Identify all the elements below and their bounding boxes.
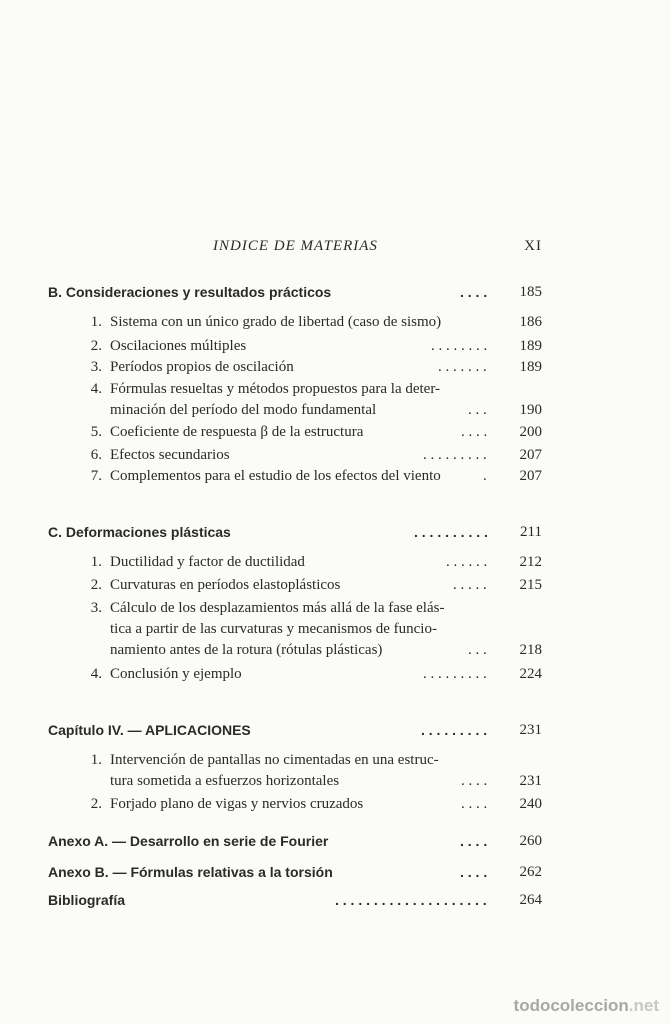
dot-leader: . . . . . . . . . <box>423 447 487 463</box>
entry-title: Coeficiente de respuesta β de la estructura <box>110 424 364 440</box>
toc-entry <box>48 314 542 334</box>
page-number: 231 <box>519 773 542 789</box>
toc-entry <box>48 600 542 620</box>
toc-entry <box>48 468 542 488</box>
dot-leader: . . . . . . . <box>438 359 487 375</box>
page-number: 185 <box>519 284 542 300</box>
entry-title: Curvaturas en períodos elastoplásticos <box>110 577 341 593</box>
page-number: 207 <box>519 468 542 484</box>
dot-leader: . . . . . . . . . . <box>414 524 488 540</box>
toc-entry <box>48 577 542 597</box>
entry-title: B. Consideraciones y resultados prácticos <box>48 284 332 300</box>
dot-leader: . . . . . <box>453 577 487 593</box>
entry-title: namiento antes de la rotura (rótulas plásticas) <box>110 642 383 658</box>
page-number: 189 <box>519 338 542 354</box>
page-number: 262 <box>519 864 542 880</box>
page-number: 231 <box>519 722 542 738</box>
dot-leader: . . . . <box>461 796 488 812</box>
dot-leader: . . . <box>468 642 487 658</box>
entry-title: Efectos secundarios <box>110 447 230 463</box>
toc-entry <box>48 381 542 401</box>
entry-title: Oscilaciones múltiples <box>110 338 247 354</box>
page-number: 211 <box>520 524 542 540</box>
page-number: 240 <box>519 796 542 812</box>
entry-title: Complementos para el estudio de los efectos del viento <box>110 468 441 484</box>
dot-leader: . . . . <box>460 284 488 300</box>
page-number: 212 <box>519 554 542 570</box>
entry-number: 5. <box>90 424 102 440</box>
dot-leader: . . . . . . . . . . . . . . . . . . . . <box>335 892 487 908</box>
entry-number: 7. <box>90 468 102 484</box>
entry-number: 3. <box>90 600 102 616</box>
entry-title: Cálculo de los desplazamientos más allá de la fase elás- <box>110 600 445 616</box>
watermark-domain: .net <box>628 996 659 1015</box>
page-number: 200 <box>519 424 542 440</box>
toc-section <box>48 524 542 544</box>
entry-title: Fórmulas resueltas y métodos propuestos para la deter- <box>110 381 441 397</box>
toc-section <box>48 722 542 742</box>
dot-leader: . . . . . . . . . <box>423 666 487 682</box>
dot-leader: . . . . <box>461 424 488 440</box>
dot-leader: . . . <box>468 402 487 418</box>
page-number: 186 <box>519 314 542 330</box>
toc-entry <box>48 359 542 379</box>
dot-leader: . . . . . . <box>446 554 488 570</box>
toc-entry <box>48 666 542 686</box>
entry-title: Ductilidad y factor de ductilidad <box>110 554 305 570</box>
entry-number: 4. <box>90 381 102 397</box>
page-number: 215 <box>519 577 542 593</box>
toc-entry <box>48 554 542 574</box>
dot-leader: . . . . <box>460 833 488 849</box>
toc-entry <box>48 621 542 641</box>
watermark-brand: todocoleccion <box>513 996 629 1015</box>
entry-number: 2. <box>90 796 102 812</box>
toc-entry <box>48 402 542 422</box>
page-number: 189 <box>519 359 542 375</box>
entry-number: 2. <box>90 577 102 593</box>
entry-title: Períodos propios de oscilación <box>110 359 294 375</box>
entry-number: 1. <box>90 314 102 330</box>
entry-number: 4. <box>90 666 102 682</box>
entry-title: Bibliografía <box>48 892 126 908</box>
page-numeral: XI <box>524 238 542 254</box>
toc-entry <box>48 796 542 816</box>
entry-title: tura sometida a esfuerzos horizontales <box>110 773 340 789</box>
entry-title: minación del período del modo fundamental <box>110 402 377 418</box>
toc-section <box>48 284 542 304</box>
entry-title: Forjado plano de vigas y nervios cruzados <box>110 796 364 812</box>
toc-entry <box>48 642 542 662</box>
dot-leader: . <box>483 468 487 484</box>
toc-entry <box>48 773 542 793</box>
entry-number: 1. <box>90 554 102 570</box>
toc-entry <box>48 424 542 444</box>
entry-number: 2. <box>90 338 102 354</box>
entry-title: Conclusión y ejemplo <box>110 666 242 682</box>
page-header <box>48 238 542 262</box>
entry-number: 1. <box>90 752 102 768</box>
page-number: 218 <box>519 642 542 658</box>
entry-title: C. Deformaciones plásticas <box>48 524 231 540</box>
entry-title: Anexo A. — Desarrollo en serie de Fourier <box>48 833 329 849</box>
dot-leader: . . . . . . . . . <box>421 722 488 738</box>
running-title: INDICE DE MATERIAS <box>213 238 378 254</box>
page-number: 190 <box>519 402 542 418</box>
entry-title: tica a partir de las curvaturas y mecanismos de funcio- <box>110 621 437 637</box>
dot-leader: . . . . . . . . <box>431 338 488 354</box>
dot-leader: . . . . <box>460 864 488 880</box>
page-number: 207 <box>519 447 542 463</box>
entry-title: Anexo B. — Fórmulas relativas a la torsión <box>48 864 333 880</box>
entry-title: Intervención de pantallas no cimentadas en una estruc- <box>110 752 439 768</box>
watermark <box>514 996 659 1016</box>
toc-section <box>48 833 542 853</box>
toc-section <box>48 864 542 884</box>
toc-entry <box>48 338 542 358</box>
page-number: 264 <box>519 892 542 908</box>
entry-title: Sistema con un único grado de libertad (caso de sismo) <box>110 314 442 330</box>
toc-entry <box>48 447 542 467</box>
toc-section <box>48 892 542 912</box>
entry-number: 6. <box>90 447 102 463</box>
page-number: 224 <box>519 666 542 682</box>
dot-leader: . . . . <box>461 773 488 789</box>
toc-entry <box>48 752 542 772</box>
entry-title: Capítulo IV. — APLICACIONES <box>48 722 251 738</box>
page-number: 260 <box>519 833 542 849</box>
entry-number: 3. <box>90 359 102 375</box>
